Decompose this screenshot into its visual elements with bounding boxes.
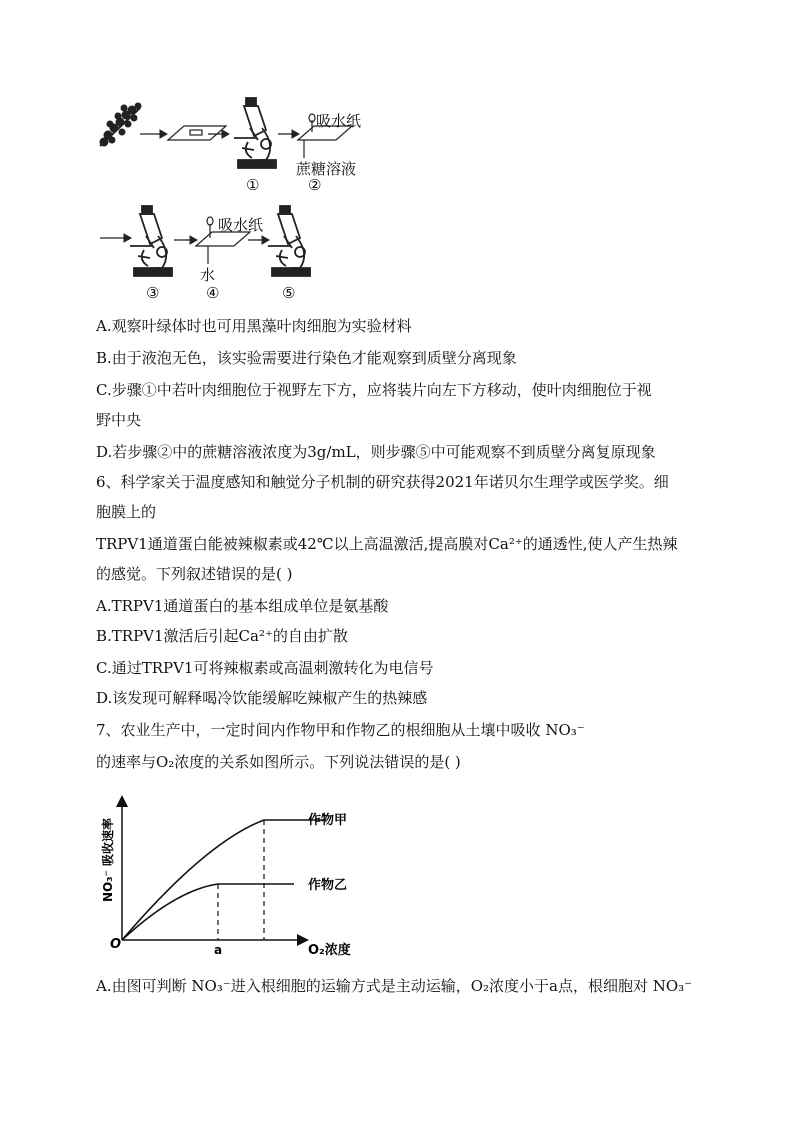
slide-icon [168, 126, 226, 140]
microscope-icon [234, 98, 276, 168]
step-number-2: ② [308, 176, 322, 194]
q7-option-a: A.由图可判断 NO₃⁻进入根细胞的运输方式是主动运输，O₂浓度小于a点，根细胞对 NO₃⁻ [96, 977, 693, 995]
q6-stem-cont: 胞膜上的 [96, 503, 157, 521]
arrow-icon [174, 236, 197, 244]
series-label-crop-yi: 作物乙 [308, 878, 348, 893]
microscope-icon [268, 206, 310, 276]
origin-label: O [110, 937, 122, 952]
arrow-icon [100, 234, 131, 242]
q5-option-c: C.步骤①中若叶肉细胞位于视野左下方，应将装片向左下方移动，使叶肉细胞位于视 [96, 381, 652, 399]
label-absorbent-paper-2: 吸水纸 [218, 216, 264, 234]
y-axis-label: NO₃⁻ 吸收速率 [101, 817, 115, 902]
plant-sprig-icon [100, 103, 141, 146]
series-line-crop-jia [122, 820, 326, 940]
q7-stem: 7、农业生产中，一定时间内作物甲和作物乙的根细胞从土壤中吸收 NO₃⁻ [96, 721, 585, 739]
series-label-crop-jia: 作物甲 [308, 813, 348, 828]
q6-option-c: C.通过TRPV1可将辣椒素或高温刺激转化为电信号 [96, 659, 434, 677]
q6-option-a: A.TRPV1通道蛋白的基本组成单位是氨基酸 [96, 597, 389, 615]
step-number-4: ④ [206, 284, 220, 302]
q6-option-b: B.TRPV1激活后引起Ca²⁺的自由扩散 [96, 627, 348, 645]
step-number-5: ⑤ [282, 284, 296, 302]
experiment-steps-figure [0, 0, 794, 310]
label-water: 水 [200, 266, 216, 284]
step-number-1: ① [246, 176, 260, 194]
q5-option-d: D.若步骤②中的蔗糖溶液浓度为3g/mL，则步骤⑤中可能观察不到质壁分离复原现象 [96, 443, 656, 461]
x-axis-label: O₂浓度 [308, 943, 351, 958]
arrow-icon [208, 130, 229, 138]
x-tick-label-a: a [214, 943, 223, 957]
arrow-icon [278, 130, 299, 138]
label-sucrose-solution: 蔗糖溶液 [296, 160, 357, 178]
q6-stem: 6、科学家关于温度感知和触觉分子机制的研究获得2021年诺贝尔生理学或医学奖。细 [96, 473, 669, 491]
arrow-icon [140, 130, 167, 138]
nitrate-uptake-chart [96, 792, 396, 972]
step-number-3: ③ [146, 284, 160, 302]
q5-option-c-cont: 野中央 [96, 411, 142, 429]
q6-stem-cont: TRPV1通道蛋白能被辣椒素或42℃以上高温激活,提高膜对Ca²⁺的通透性,使人产生热辣 [96, 535, 678, 553]
arrow-icon [248, 236, 269, 244]
microscope-icon [130, 206, 172, 276]
q6-stem-cont: 的感觉。下列叙述错误的是( ) [96, 565, 293, 583]
q5-option-a: A.观察叶绿体时也可用黑藻叶肉细胞为实验材料 [96, 317, 412, 335]
q5-option-b: B.由于液泡无色，该实验需要进行染色才能观察到质壁分离现象 [96, 349, 517, 367]
q7-stem-cont: 的速率与O₂浓度的关系如图所示。下列说法错误的是( ) [96, 753, 461, 771]
label-absorbent-paper-1: 吸水纸 [316, 112, 362, 130]
q6-option-d: D.该发现可解释喝冷饮能缓解吃辣椒产生的热辣感 [96, 689, 428, 707]
